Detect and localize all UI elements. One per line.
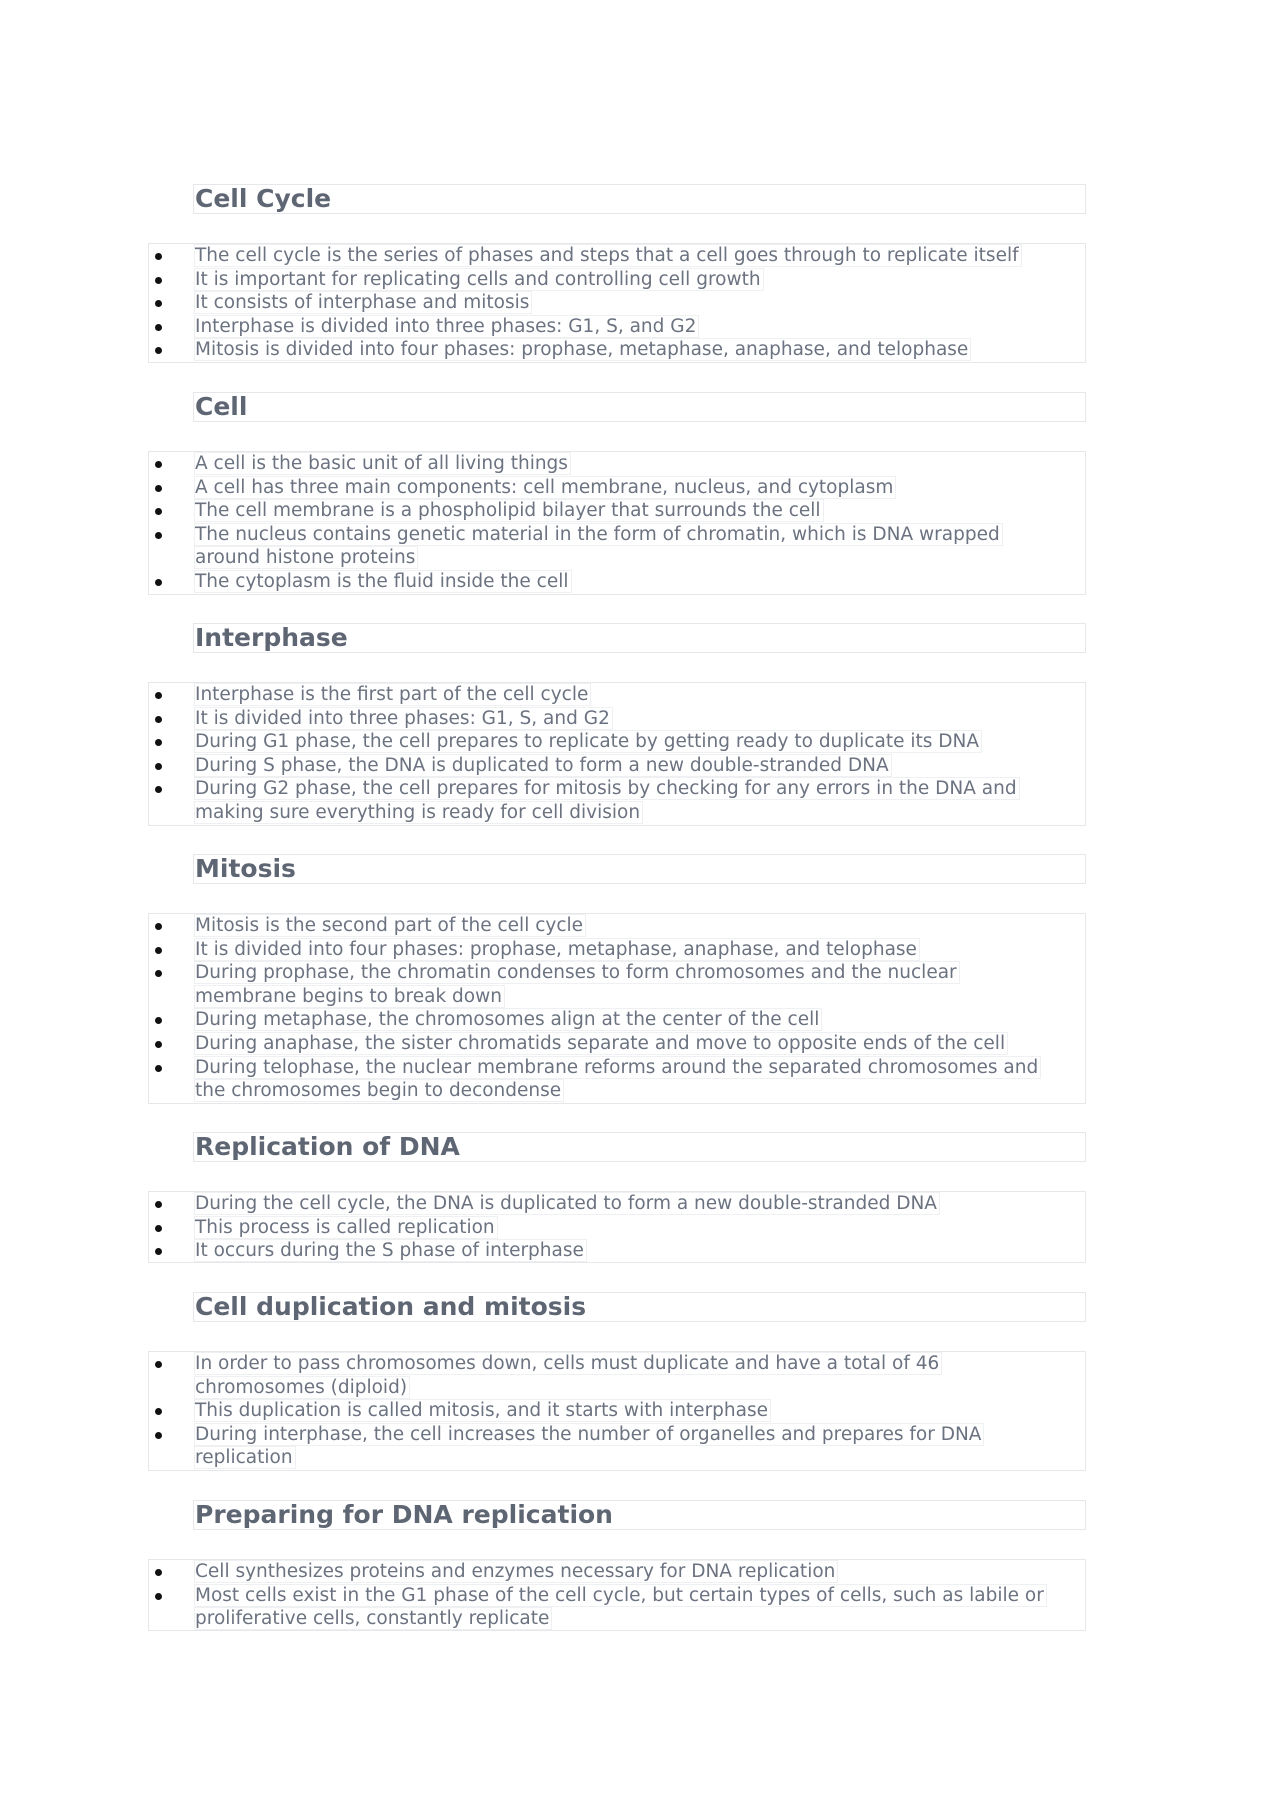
list-item: During the cell cycle, the DNA is duplicated to form a new double-stranded DNA: [149, 1192, 1085, 1216]
section-heading: Replication of DNA: [193, 1132, 1086, 1162]
bullet-icon: [155, 461, 162, 468]
bullet-list: [148, 682, 1086, 826]
bullet-icon: [155, 1201, 162, 1208]
list-item: It is divided into three phases: G1, S, and G2: [149, 707, 1085, 731]
bullet-icon: [155, 1065, 162, 1072]
section-heading: Cell Cycle: [193, 184, 1086, 214]
list-item: It occurs during the S phase of interphase: [149, 1239, 1085, 1263]
bullet-list: [148, 243, 1086, 363]
list-item: A cell is the basic unit of all living things: [149, 452, 1085, 476]
bullet-icon: [155, 923, 162, 930]
bullet-icon: [155, 1041, 162, 1048]
bullet-icon: [155, 970, 162, 977]
bullet-icon: [155, 579, 162, 586]
bullet-list: [148, 1559, 1086, 1631]
bullet-icon: [155, 1593, 162, 1600]
bullet-icon: [155, 253, 162, 260]
list-item: This process is called replication: [149, 1216, 1085, 1240]
bullet-icon: [155, 1017, 162, 1024]
list-item: The cell cycle is the series of phases and steps that a cell goes through to replicate itself: [149, 244, 1085, 268]
bullet-icon: [155, 947, 162, 954]
bullet-icon: [155, 786, 162, 793]
bullet-list: [148, 1351, 1086, 1471]
bullet-list: [148, 451, 1086, 595]
list-item: During prophase, the chromatin condenses to form chromosomes and the nuclear membrane begins to break down: [149, 961, 1085, 1008]
list-item: In order to pass chromosomes down, cells must duplicate and have a total of 46 chromosomes (diploid): [149, 1352, 1085, 1399]
list-item: During anaphase, the sister chromatids separate and move to opposite ends of the cell: [149, 1032, 1085, 1056]
section-heading: Interphase: [193, 623, 1086, 653]
list-item: It is divided into four phases: prophase, metaphase, anaphase, and telophase: [149, 938, 1085, 962]
bullet-icon: [155, 347, 162, 354]
list-item: Cell synthesizes proteins and enzymes necessary for DNA replication: [149, 1560, 1085, 1584]
section-heading: Cell: [193, 392, 1086, 422]
list-item: During telophase, the nuclear membrane reforms around the separated chromosomes and the chromosomes begin to decondense: [149, 1056, 1085, 1103]
bullet-list: [148, 913, 1086, 1104]
list-item: Interphase is divided into three phases: G1, S, and G2: [149, 315, 1085, 339]
list-item: Most cells exist in the G1 phase of the cell cycle, but certain types of cells, such as labile or proliferative cells, constantly replicate: [149, 1584, 1085, 1631]
list-item: During G2 phase, the cell prepares for mitosis by checking for any errors in the DNA and making sure everything is ready for cell division: [149, 777, 1085, 824]
list-item: During interphase, the cell increases the number of organelles and prepares for DNA replication: [149, 1423, 1085, 1470]
bullet-icon: [155, 485, 162, 492]
list-item: During metaphase, the chromosomes align at the center of the cell: [149, 1008, 1085, 1032]
bullet-icon: [155, 508, 162, 515]
bullet-icon: [155, 692, 162, 699]
list-item: The cell membrane is a phospholipid bilayer that surrounds the cell: [149, 499, 1085, 523]
bullet-icon: [155, 739, 162, 746]
bullet-icon: [155, 1569, 162, 1576]
bullet-icon: [155, 1248, 162, 1255]
section-heading: Cell duplication and mitosis: [193, 1292, 1086, 1322]
bullet-list: [148, 1191, 1086, 1263]
list-item: Mitosis is the second part of the cell cycle: [149, 914, 1085, 938]
bullet-icon: [155, 716, 162, 723]
list-item: Interphase is the first part of the cell cycle: [149, 683, 1085, 707]
list-item: A cell has three main components: cell membrane, nucleus, and cytoplasm: [149, 476, 1085, 500]
section-heading: Preparing for DNA replication: [193, 1500, 1086, 1530]
bullet-icon: [155, 763, 162, 770]
list-item: This duplication is called mitosis, and it starts with interphase: [149, 1399, 1085, 1423]
bullet-icon: [155, 1225, 162, 1232]
list-item: It is important for replicating cells and controlling cell growth: [149, 268, 1085, 292]
bullet-icon: [155, 532, 162, 539]
list-item: The cytoplasm is the fluid inside the cell: [149, 570, 1085, 594]
list-item: During S phase, the DNA is duplicated to form a new double-stranded DNA: [149, 754, 1085, 778]
list-item: During G1 phase, the cell prepares to replicate by getting ready to duplicate its DNA: [149, 730, 1085, 754]
section-heading: Mitosis: [193, 854, 1086, 884]
list-item: Mitosis is divided into four phases: prophase, metaphase, anaphase, and telophase: [149, 338, 1085, 362]
list-item: The nucleus contains genetic material in the form of chromatin, which is DNA wrapped around histone proteins: [149, 523, 1085, 570]
bullet-icon: [155, 1361, 162, 1368]
bullet-icon: [155, 277, 162, 284]
bullet-icon: [155, 1432, 162, 1439]
bullet-icon: [155, 324, 162, 331]
bullet-icon: [155, 300, 162, 307]
list-item: It consists of interphase and mitosis: [149, 291, 1085, 315]
bullet-icon: [155, 1408, 162, 1415]
